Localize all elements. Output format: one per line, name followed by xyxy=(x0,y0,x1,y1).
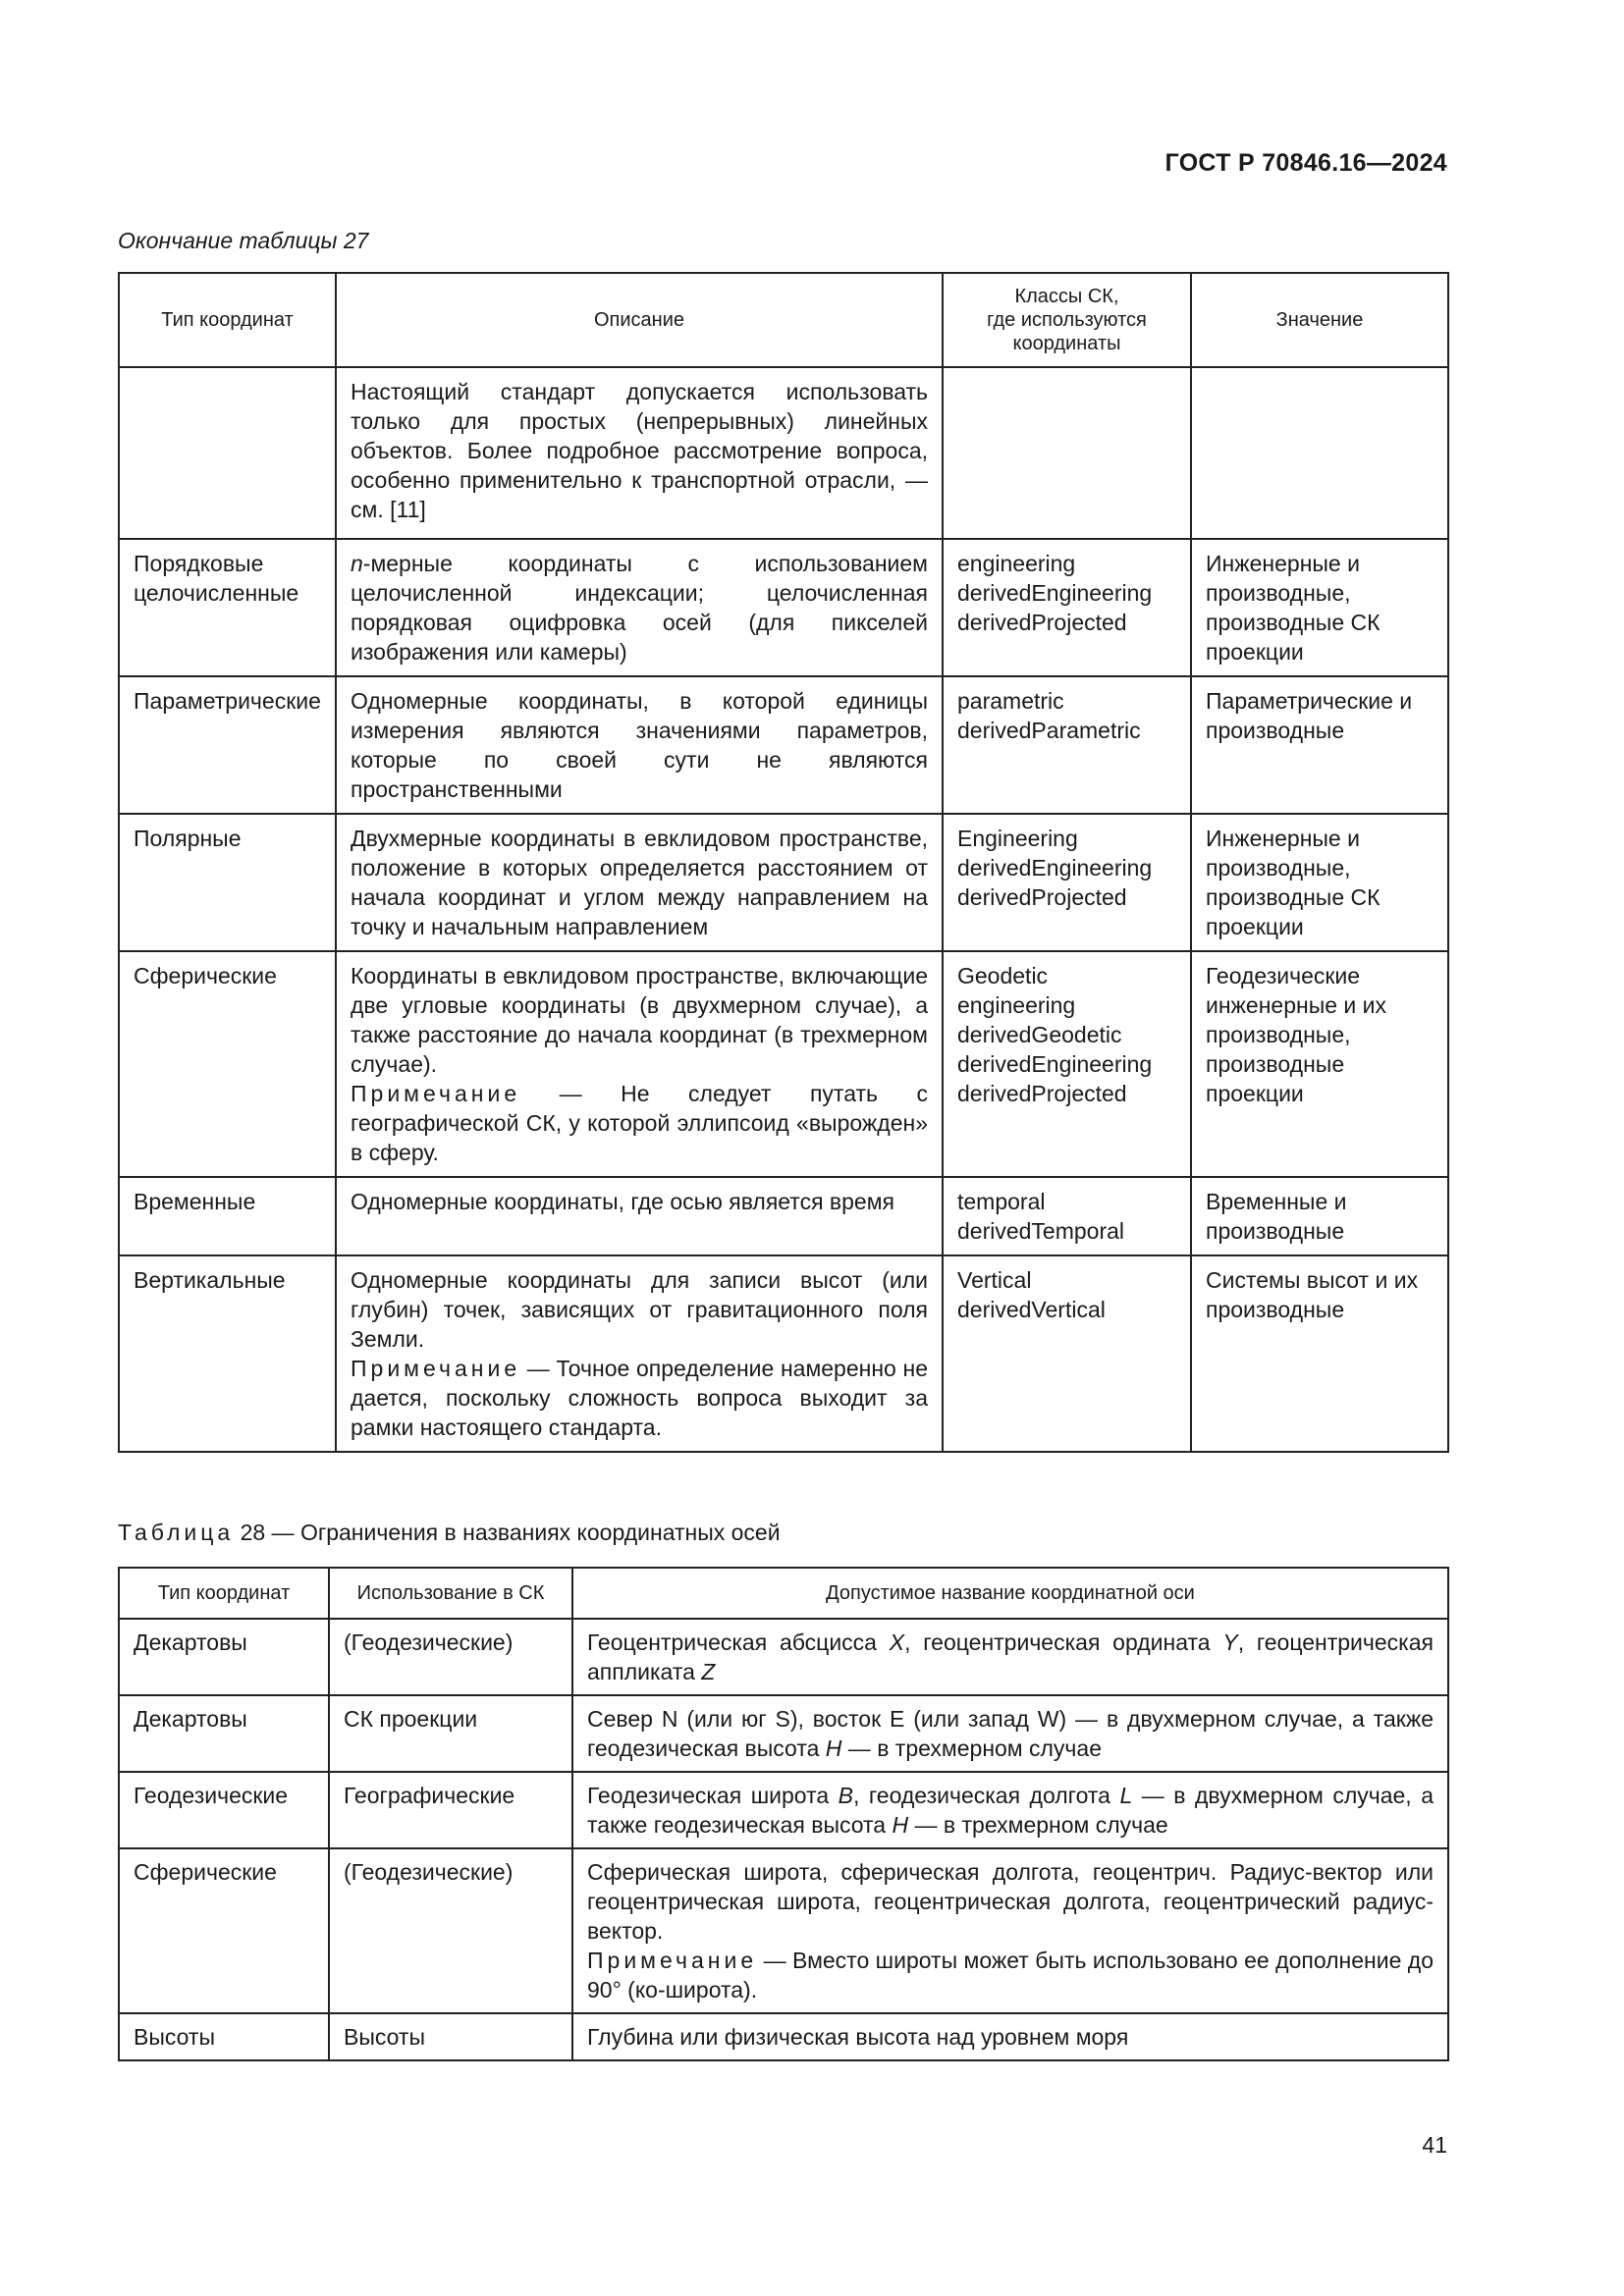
cell-classes xyxy=(943,951,1191,1177)
cell-description: Настоящий стандарт допускается использовать только для простых (непрерывных) линейных объектов. Более подробное рассмотрение вопроса, особенно применительно к транспортной отрасли, — см. [11] xyxy=(336,367,943,539)
symbol-z: Z xyxy=(701,1659,716,1684)
cell-type: Сферические xyxy=(119,951,336,1177)
text-part: — в трехмерном случае xyxy=(841,1735,1103,1761)
cell-description xyxy=(336,1255,943,1452)
table28-caption-label: Таблица xyxy=(118,1520,235,1545)
note-label: Примечание xyxy=(351,1081,521,1106)
table28-header-row xyxy=(119,1568,1448,1619)
standard-number: ГОСТ Р 70846.16—2024 xyxy=(1164,149,1447,177)
column-header-line: координаты xyxy=(1012,333,1121,354)
class-item: derivedProjected xyxy=(957,1081,1127,1106)
table-row xyxy=(119,2013,1448,2060)
cell-axis-name xyxy=(572,1695,1448,1772)
symbol-b: B xyxy=(838,1783,853,1808)
table-row xyxy=(119,1619,1448,1695)
cell-classes xyxy=(943,676,1191,814)
table-row xyxy=(119,1177,1448,1255)
cell-usage: (Геодезические) xyxy=(329,1848,572,2013)
column-header: Использование в СК xyxy=(329,1568,572,1619)
cell-axis-name xyxy=(572,1619,1448,1695)
class-item: derivedEngineering xyxy=(957,1051,1153,1077)
cell-description: Одномерные координаты, где осью является время xyxy=(336,1177,943,1255)
description-text: Координаты в евклидовом пространстве, включающие две угловые координаты (в двухмерном случае), а также расстояние до начала координат (в трехмерном случае). xyxy=(351,963,928,1077)
cell-description xyxy=(336,539,943,676)
class-item: Vertical xyxy=(957,1267,1032,1293)
text-part: — в трехмерном случае xyxy=(908,1812,1168,1838)
class-item: derivedEngineering xyxy=(957,580,1153,606)
class-item: derivedVertical xyxy=(957,1297,1106,1322)
text-part: Север N (или юг S), восток E (или запад W) — в двухмерном случае, а также геодезическая высота xyxy=(587,1706,1434,1761)
cell-classes xyxy=(943,367,1191,539)
class-item: engineering xyxy=(957,992,1076,1018)
cell-type xyxy=(119,367,336,539)
cell-usage: СК проекции xyxy=(329,1695,572,1772)
cell-classes xyxy=(943,1255,1191,1452)
table-row xyxy=(119,814,1448,951)
cell-usage: Географические xyxy=(329,1772,572,1848)
cell-axis-name: Глубина или физическая высота над уровнем моря xyxy=(572,2013,1448,2060)
cell-value: Временные и производные xyxy=(1191,1177,1448,1255)
cell-type: Декартовы xyxy=(119,1695,329,1772)
cell-classes xyxy=(943,814,1191,951)
symbol-h: H xyxy=(892,1812,909,1838)
table28-caption xyxy=(118,1520,781,1546)
column-header: Допустимое название координатной оси xyxy=(572,1568,1448,1619)
cell-usage: (Геодезические) xyxy=(329,1619,572,1695)
cell-type: Временные xyxy=(119,1177,336,1255)
description-text: -мерные координаты с использованием целочисленной индексации; целочисленная порядковая оцифровка осей (для пикселей изображения или камеры) xyxy=(351,551,928,665)
note-text: — Не следует путать с географической СК, у которой эллипсоид «вырожден» в сферу. xyxy=(351,1081,928,1165)
table-row xyxy=(119,1772,1448,1848)
text-part: Геоцентрическая абсцисса xyxy=(587,1629,890,1655)
text-part: — в двухмерном случае, а также геодезическая высота xyxy=(587,1783,1435,1838)
cell-type: Полярные xyxy=(119,814,336,951)
table-row xyxy=(119,539,1448,676)
cell-type: Сферические xyxy=(119,1848,329,2013)
cell-value: Параметрические и производные xyxy=(1191,676,1448,814)
cell-axis-name xyxy=(572,1848,1448,2013)
page-number: 41 xyxy=(1422,2132,1447,2158)
cell-type: Вертикальные xyxy=(119,1255,336,1452)
column-header: Значение xyxy=(1191,273,1448,367)
note-text: — Точное определение намеренно не дается, поскольку сложность вопроса выходит за рамки настоящего стандарта. xyxy=(351,1356,928,1440)
cell-value: Системы высот и их производные xyxy=(1191,1255,1448,1452)
class-item: derivedProjected xyxy=(957,884,1127,910)
column-header-line: Классы СК, xyxy=(1014,286,1119,307)
text-part: , геоцентрическая ордината xyxy=(904,1629,1223,1655)
class-item: derivedEngineering xyxy=(957,855,1153,881)
column-header: Тип координат xyxy=(119,273,336,367)
table27-header-row xyxy=(119,273,1448,367)
table-row xyxy=(119,1848,1448,2013)
class-item: Geodetic xyxy=(957,963,1049,988)
note xyxy=(587,1946,1434,2004)
cell-value xyxy=(1191,367,1448,539)
table-row xyxy=(119,951,1448,1177)
class-item: engineering xyxy=(957,551,1076,576)
cell-type: Параметрические xyxy=(119,676,336,814)
table-row xyxy=(119,367,1448,539)
class-item: derivedTemporal xyxy=(957,1218,1125,1244)
cell-type: Порядковые целочисленные xyxy=(119,539,336,676)
table27-caption: Окончание таблицы 27 xyxy=(118,228,369,253)
cell-type: Высоты xyxy=(119,2013,329,2060)
class-item: derivedProjected xyxy=(957,610,1127,635)
column-header: Описание xyxy=(336,273,943,367)
symbol-x: X xyxy=(889,1629,905,1655)
column-header-line: где используются xyxy=(987,309,1147,331)
text-part: , геоцентрическая аппликата xyxy=(587,1629,1434,1684)
symbol-y: Y xyxy=(1222,1629,1238,1655)
cell-value: Геодезические инженерные и их производные, производные проекции xyxy=(1191,951,1448,1177)
note-label: Примечание xyxy=(351,1356,521,1381)
cell-description: Двухмерные координаты в евклидовом пространстве, положение в которых определяется расстоянием от начала координат и углом между направлением на точку и начальным направлением xyxy=(336,814,943,951)
table-row xyxy=(119,1255,1448,1452)
note xyxy=(351,1079,928,1167)
cell-classes xyxy=(943,539,1191,676)
cell-type: Декартовы xyxy=(119,1619,329,1695)
table-row xyxy=(119,676,1448,814)
table-row xyxy=(119,1695,1448,1772)
description-text: Одномерные координаты для записи высот (или глубин) точек, зависящих от гравитационного поля Земли. xyxy=(351,1267,928,1352)
note-text: — Вместо широты может быть использовано ее дополнение до 90° (ко-широта). xyxy=(587,1948,1434,2002)
cell-classes xyxy=(943,1177,1191,1255)
text-part: , геодезическая долгота xyxy=(853,1783,1120,1808)
symbol-h: H xyxy=(825,1735,842,1761)
cell-usage: Высоты xyxy=(329,2013,572,2060)
class-item: derivedGeodetic xyxy=(957,1022,1122,1047)
cell-axis-name xyxy=(572,1772,1448,1848)
cell-description: Одномерные координаты, в которой единицы измерения являются значениями параметров, которые по своей сути не являются пространственными xyxy=(336,676,943,814)
table-28 xyxy=(118,1567,1449,2061)
cell-value: Инженерные и производные, производные СК проекции xyxy=(1191,814,1448,951)
cell-value: Инженерные и производные, производные СК проекции xyxy=(1191,539,1448,676)
column-header xyxy=(943,273,1191,367)
note xyxy=(351,1354,928,1442)
column-header: Тип координат xyxy=(119,1568,329,1619)
cell-type: Геодезические xyxy=(119,1772,329,1848)
class-item: parametric xyxy=(957,688,1064,714)
symbol-l: L xyxy=(1119,1783,1133,1808)
note-label: Примечание xyxy=(587,1948,758,1973)
class-item: Engineering xyxy=(957,826,1078,851)
class-item: derivedParametric xyxy=(957,718,1141,743)
class-item: temporal xyxy=(957,1189,1046,1214)
italic-n: n xyxy=(351,551,363,576)
table-27 xyxy=(118,272,1449,1453)
cell-description xyxy=(336,951,943,1177)
axis-name-text: Сферическая широта, сферическая долгота, геоцентрич. Радиус-вектор или геоцентрическая широта, геоцентрическая долгота, геоцентрический радиус-вектор. xyxy=(587,1859,1434,1944)
table28-caption-text: 28 — Ограничения в названиях координатных осей xyxy=(234,1520,781,1545)
text-part: Геодезическая широта xyxy=(587,1783,839,1808)
